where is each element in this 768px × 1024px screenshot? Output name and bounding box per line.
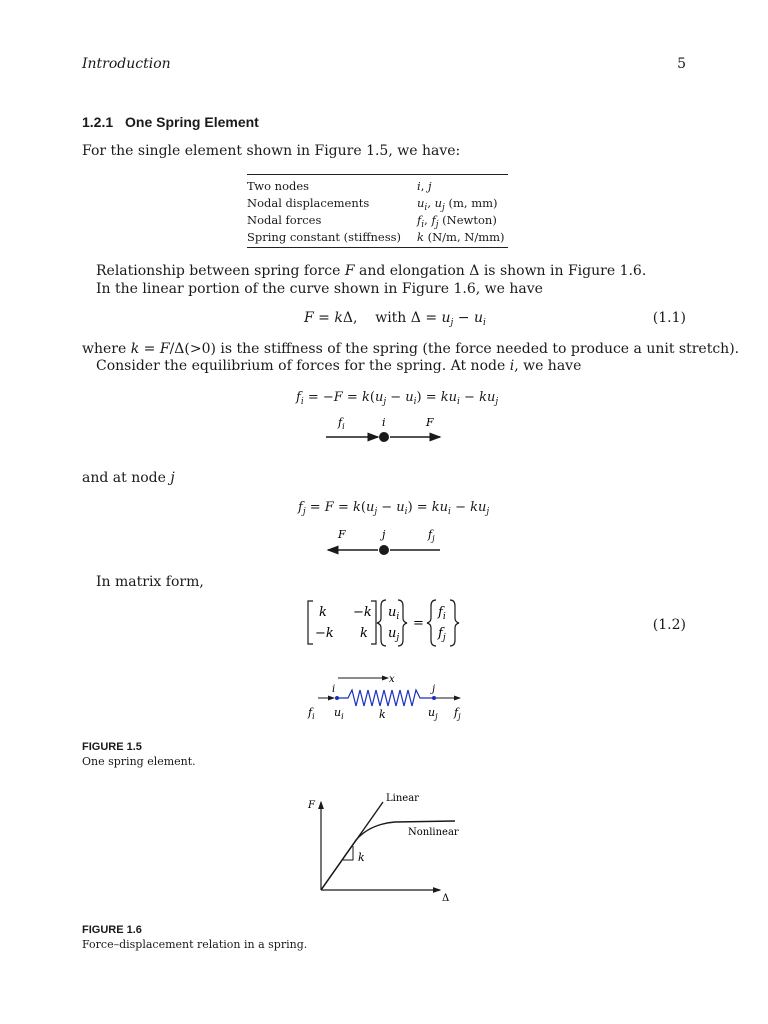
section-title	[82, 114, 259, 130]
svg-text:fi: $f_i$	[438, 605, 446, 622]
table-row	[247, 195, 508, 212]
force-label-fj: $f_j$	[428, 528, 435, 543]
notation-table	[247, 174, 508, 248]
table-row	[247, 178, 508, 195]
page-number: 5	[677, 56, 686, 72]
svg-text:−k: −k	[353, 605, 372, 620]
matrix-equation	[305, 598, 475, 648]
force-label-F: F	[426, 416, 434, 429]
table-label: Nodal forces	[247, 213, 322, 227]
node-dot-i	[379, 432, 389, 442]
linear-label: Linear	[386, 793, 419, 804]
running-head: Introduction	[82, 56, 171, 72]
equation-number: (1.1)	[652, 310, 686, 326]
table-row	[247, 229, 508, 246]
x-axis-label: x	[389, 674, 395, 685]
stiffness-label-k: k	[379, 708, 386, 721]
figure-1-5-caption: One spring element.	[82, 755, 196, 768]
node-dot-j	[432, 696, 436, 700]
svg-text:−k: −k	[315, 626, 334, 641]
x-axis-label-delta: Δ	[442, 893, 450, 904]
svg-text:fj: $f_j$	[438, 626, 446, 643]
equation-fj: $f_j = F = k(u_j - u_i) = ku_i - ku_j$	[298, 500, 490, 517]
table-label: Two nodes	[247, 179, 310, 193]
force-label-fj: $f_j$	[454, 706, 461, 721]
force-label-F: F	[338, 528, 346, 541]
svg-text:k: k	[319, 605, 327, 620]
spring-element-diagram	[300, 670, 470, 722]
paragraph-line: In the linear portion of the curve shown in Figure 1.6, we have	[96, 281, 543, 297]
table-label: Nodal displacements	[247, 196, 370, 210]
figure-1-6-caption: Force–displacement relation in a spring.	[82, 938, 308, 951]
node-i-force-diagram	[320, 412, 450, 448]
paragraph-line: Consider the equilibrium of forces for the spring. At node i, we have	[96, 358, 582, 374]
disp-label-ui: $u_i$	[334, 706, 344, 721]
section-number: 1.2.1	[82, 114, 114, 130]
svg-text:=: =	[413, 616, 424, 631]
node-j-force-diagram	[320, 524, 450, 560]
nonlinear-label: Nonlinear	[408, 827, 459, 838]
node-label-i: i	[332, 684, 336, 695]
section-title-text: One Spring Element	[125, 114, 259, 130]
table-value: $f_i$, $f_j$ (Newton)	[417, 213, 497, 230]
equation-number: (1.2)	[652, 617, 686, 633]
svg-text:uj: $u_j$	[388, 626, 400, 643]
svg-text:ui: $u_i$	[388, 605, 400, 622]
paragraph-line: and at node j	[82, 470, 175, 486]
spring-coil	[337, 690, 434, 706]
node-dot-j	[379, 545, 389, 555]
equation-fi: $f_i = -F = k(u_j - u_i) = ku_i - ku_j$	[296, 390, 499, 407]
table-label: Spring constant (stiffness)	[247, 230, 402, 244]
paragraph-line: In matrix form,	[96, 574, 204, 590]
figure-1-5-label: FIGURE 1.5	[82, 741, 142, 753]
table-value: $u_i$, $u_j$ (m, mm)	[417, 196, 498, 213]
node-label-i: i	[382, 416, 386, 429]
force-displacement-plot	[300, 788, 470, 908]
paragraph-line: where k = F/Δ(>0) is the stiffness of the spring (the force needed to produce a unit stretch).	[82, 341, 740, 357]
table-value: k (N/m, N/mm)	[417, 230, 505, 244]
slope-label-k: k	[358, 851, 365, 864]
disp-label-uj: $u_j$	[428, 706, 438, 721]
y-axis-label-F: F	[308, 800, 315, 811]
paragraph-line: Relationship between spring force F and elongation Δ is shown in Figure 1.6.	[96, 263, 647, 279]
node-label-j: j	[382, 528, 386, 541]
intro-paragraph: For the single element shown in Figure 1.5, we have:	[82, 143, 461, 159]
force-label-fi: $f_i$	[338, 416, 345, 431]
table-row	[247, 212, 508, 229]
figure-1-6-label: FIGURE 1.6	[82, 924, 142, 936]
node-label-j: j	[432, 684, 436, 695]
slope-triangle	[343, 846, 353, 860]
svg-text:k: k	[360, 626, 368, 641]
force-label-fi: $f_i$	[308, 706, 315, 721]
table-value: i, j	[417, 179, 432, 193]
equation-1-1: F = kΔ, with $\Delta = u_j - u_i$	[304, 310, 486, 328]
